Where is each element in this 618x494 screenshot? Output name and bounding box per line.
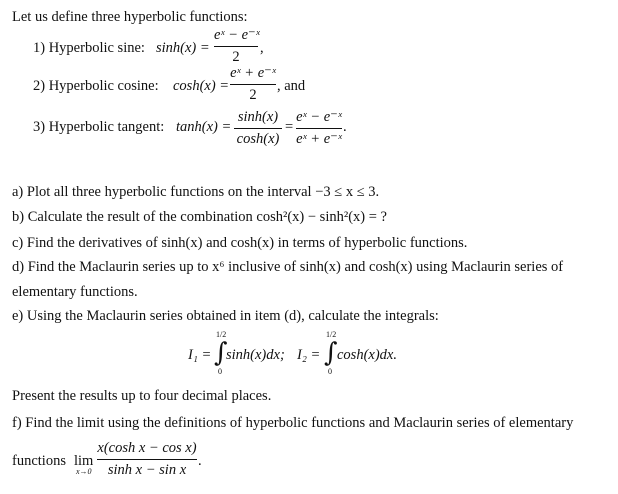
def-tanh-denominator-2: eˣ + e⁻ˣ [296, 130, 342, 147]
item-d-line-1: d) Find the Maclaurin series up to x⁶ inclusive of sinh(x) and cosh(x) using Maclaurin series of [12, 259, 564, 275]
item-e: e) Using the Maclaurin series obtained in item (d), calculate the integrals: [12, 308, 439, 324]
limit-tail: . [198, 453, 202, 469]
def-tanh-equals: = [285, 119, 294, 135]
limit-subscript: x→0 [76, 467, 92, 476]
def-tanh-label: 3) Hyperbolic tangent: [33, 119, 165, 135]
def-cosh-numerator: eˣ + e⁻ˣ [230, 65, 276, 81]
fraction-bar [234, 128, 282, 129]
intro-text: Let us define three hyperbolic functions: [12, 9, 248, 25]
def-tanh-fraction-1 [234, 110, 282, 146]
limit-operator: lim [74, 453, 94, 469]
fraction-bar [230, 84, 276, 85]
def-cosh-lhs: cosh(x) = [173, 78, 230, 94]
def-sinh-numerator: eˣ − e⁻ˣ [214, 27, 260, 43]
def-cosh-tail: , and [277, 78, 306, 94]
item-f-line-1: f) Find the limit using the definitions of hyperbolic functions and Maclaurin series of elementary [12, 415, 574, 431]
def-sinh-label: 1) Hyperbolic sine: [33, 40, 145, 56]
integral-sign-icon: ∫ [324, 338, 338, 368]
item-f-line-2: functions [12, 453, 66, 469]
integral-2-lhs: I₂ = [297, 347, 321, 363]
def-tanh-lhs: tanh(x) = [176, 119, 232, 135]
def-cosh-label: 2) Hyperbolic cosine: [33, 78, 159, 94]
fraction-bar [97, 459, 197, 460]
integral-2-upper-limit: 1/2 [326, 330, 337, 339]
def-cosh-fraction [230, 66, 276, 102]
def-sinh-tail: , [260, 40, 264, 56]
integral-2-body: cosh(x)dx. [337, 347, 397, 363]
present-note: Present the results up to four decimal places. [12, 388, 272, 404]
def-tanh-fraction-2 [296, 110, 342, 146]
fraction-bar [296, 128, 342, 129]
def-tanh-denominator-1: cosh(x) [236, 130, 280, 147]
integral-1-body: sinh(x)dx; [226, 347, 285, 363]
integral-1-upper-limit: 1/2 [216, 330, 227, 339]
item-b: b) Calculate the result of the combination cosh²(x) − sinh²(x) = ? [12, 209, 387, 225]
def-tanh-numerator-2: eˣ − e⁻ˣ [296, 109, 342, 125]
item-c: c) Find the derivatives of sinh(x) and cosh(x) in terms of hyperbolic functions. [12, 235, 468, 251]
def-tanh-numerator-1: sinh(x) [237, 109, 279, 125]
def-cosh-denominator: 2 [249, 86, 257, 103]
item-a: a) Plot all three hyperbolic functions on the interval −3 ≤ x ≤ 3. [12, 184, 380, 200]
integral-1-lower-limit: 0 [218, 367, 222, 376]
def-tanh-tail: . [343, 119, 347, 135]
fraction-bar [214, 46, 258, 47]
limit-denominator: sinh x − sin x [107, 461, 187, 478]
integral-2-lower-limit: 0 [328, 367, 332, 376]
integral-1-lhs: I₁ = [188, 347, 212, 363]
def-sinh-denominator: 2 [232, 48, 240, 65]
integral-sign-icon: ∫ [214, 338, 228, 368]
limit-fraction [97, 441, 197, 477]
def-sinh-lhs: sinh(x) = [156, 40, 210, 56]
item-d-line-2: elementary functions. [12, 284, 138, 300]
def-sinh-fraction [214, 28, 258, 64]
limit-numerator: x(cosh x − cos x) [97, 440, 197, 456]
